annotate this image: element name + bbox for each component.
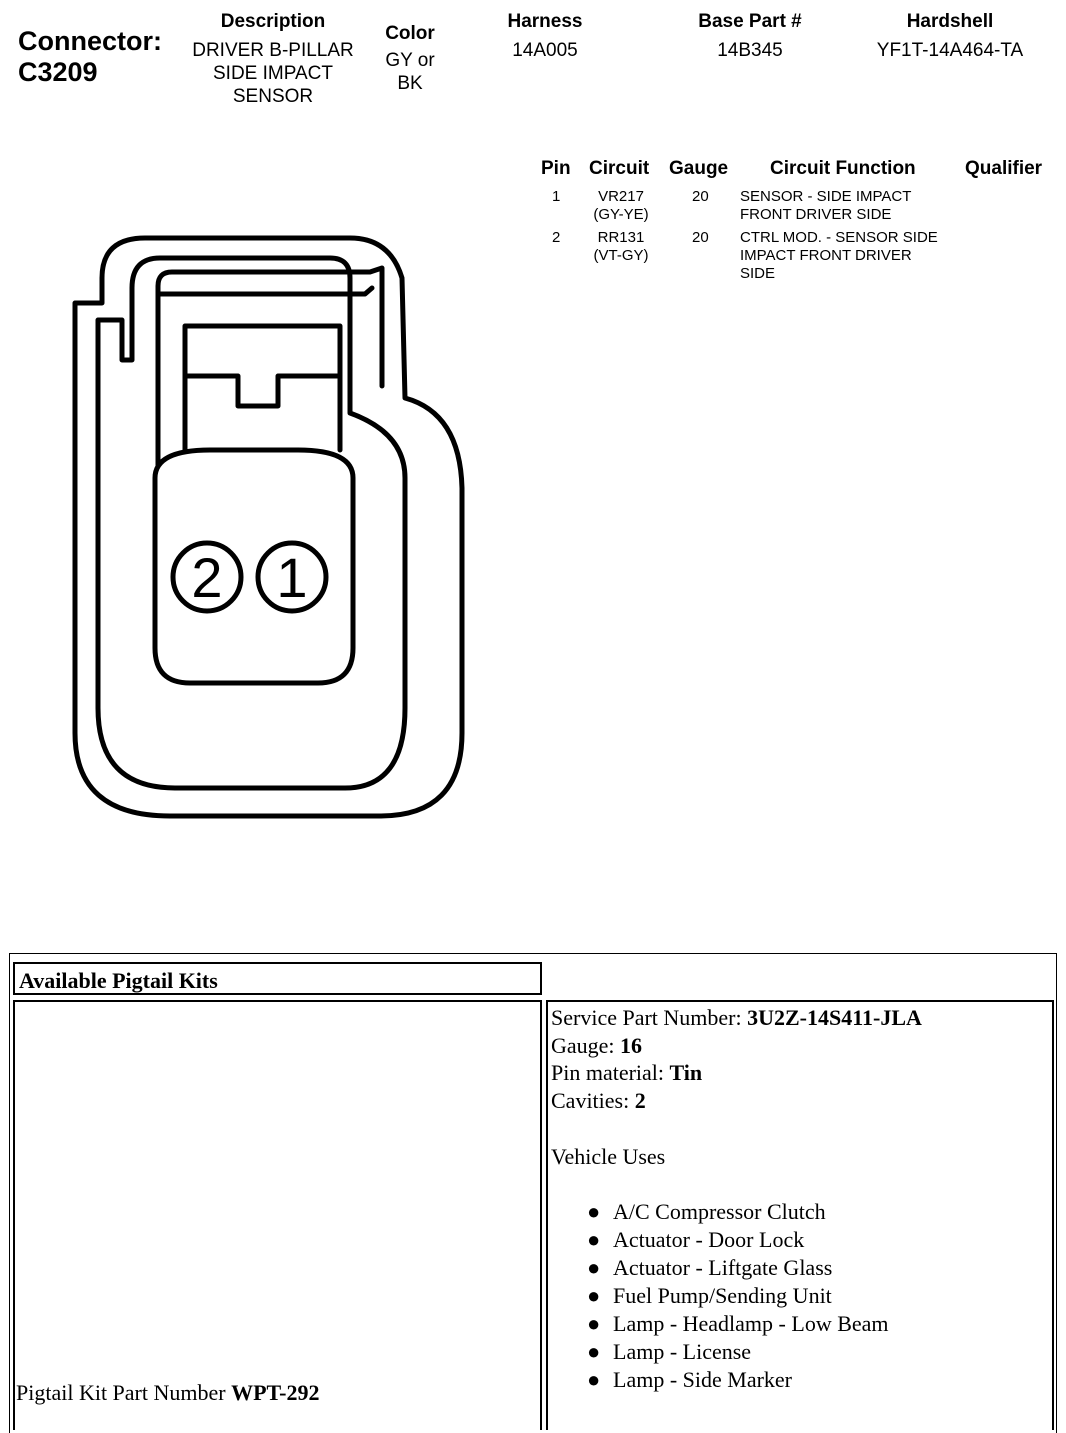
pin-material-value: Tin <box>669 1060 703 1085</box>
list-item <box>585 1198 889 1226</box>
function-line: SIDE <box>740 265 776 282</box>
hardshell-value: YF1T-14A464-TA <box>876 40 1024 61</box>
circuit-cell <box>591 188 651 224</box>
use-label: Actuator - Liftgate Glass <box>613 1255 833 1280</box>
function-line: SENSOR - SIDE IMPACT <box>740 188 912 205</box>
color-column <box>370 22 450 95</box>
hardshell-heading: Hardshell <box>906 11 994 32</box>
connector-id: C3209 <box>18 57 98 87</box>
list-item <box>585 1310 889 1338</box>
use-label: Fuel Pump/Sending Unit <box>613 1283 832 1308</box>
use-label: A/C Compressor Clutch <box>613 1199 826 1224</box>
pin-material-label: Pin material: <box>551 1060 670 1085</box>
list-item <box>585 1282 889 1310</box>
vehicle-uses-heading: Vehicle Uses <box>551 1144 666 1169</box>
function-cell <box>740 188 911 224</box>
color-heading: Color <box>385 23 435 44</box>
pin-cell: 2 <box>552 229 561 246</box>
connector-face-diagram <box>60 228 480 828</box>
use-label: Lamp - Headlamp - Low Beam <box>613 1311 889 1336</box>
list-item <box>585 1366 889 1394</box>
bullet-icon: ● <box>587 1367 601 1392</box>
vehicle-uses-list <box>585 1198 889 1394</box>
list-item <box>585 1338 889 1366</box>
connector-title <box>18 26 162 88</box>
function-cell <box>740 229 938 283</box>
description-line: SIDE IMPACT <box>213 63 333 84</box>
circuit-color: (VT-GY) <box>593 247 649 264</box>
gauge-cell: 20 <box>692 229 709 246</box>
service-part-value: 3U2Z-14S411-JLA <box>747 1005 922 1030</box>
latch-notch <box>185 376 340 406</box>
service-part-number <box>551 1004 922 1032</box>
pin-2-label: 2 <box>191 546 223 609</box>
bullet-icon: ● <box>587 1339 601 1364</box>
table-row <box>536 188 1056 228</box>
cavities-value: 2 <box>634 1088 646 1113</box>
list-item <box>585 1254 889 1282</box>
gauge-label: Gauge: <box>551 1033 621 1058</box>
use-label: Actuator - Door Lock <box>613 1227 805 1252</box>
circuit-cell <box>591 229 651 265</box>
pin-header: Pin <box>541 158 571 179</box>
bullet-icon: ● <box>587 1311 601 1336</box>
hardshell-column <box>860 10 1040 62</box>
description-line: SENSOR <box>232 86 314 107</box>
description-line: DRIVER B-PILLAR <box>192 40 354 61</box>
gauge-header: Gauge <box>669 158 729 179</box>
use-label: Lamp - License <box>613 1339 752 1364</box>
bullet-icon: ● <box>587 1199 601 1224</box>
function-line: CTRL MOD. - SENSOR SIDE <box>740 229 938 246</box>
connector-label: Connector: <box>18 26 162 56</box>
harness-column <box>480 10 610 62</box>
bullet-icon: ● <box>587 1255 601 1280</box>
circuit-function-header: Circuit Function <box>770 158 916 179</box>
pigtail-kits-title: Available Pigtail Kits <box>19 968 218 993</box>
base-part-heading: Base Part # <box>698 11 802 32</box>
bullet-icon: ● <box>587 1283 601 1308</box>
list-item <box>585 1226 889 1254</box>
circuit-color: (GY-YE) <box>593 206 649 223</box>
circuit-header: Circuit <box>589 158 650 179</box>
service-part-label: Service Part Number: <box>551 1005 748 1030</box>
gauge-value: 16 <box>620 1033 643 1058</box>
pin-material-spec <box>551 1059 702 1087</box>
function-line: FRONT DRIVER SIDE <box>740 206 892 223</box>
bullet-icon: ● <box>587 1227 601 1252</box>
description-heading: Description <box>220 11 326 32</box>
color-line: GY or <box>385 50 435 71</box>
kit-part-label: Pigtail Kit Part Number <box>16 1380 232 1405</box>
gauge-cell: 20 <box>692 188 709 205</box>
cavities-label: Cavities: <box>551 1088 635 1113</box>
latch-tab <box>185 326 340 450</box>
pigtail-kits-title-box <box>13 962 542 995</box>
housing-inner-outline <box>98 258 405 788</box>
gauge-spec <box>551 1032 642 1060</box>
use-label: Lamp - Side Marker <box>613 1367 792 1392</box>
table-row <box>536 229 1056 287</box>
latch-ridge <box>160 288 372 294</box>
circuit-code: RR131 <box>597 229 645 246</box>
qualifier-header: Qualifier <box>965 158 1043 179</box>
pin-1-label: 1 <box>276 546 308 609</box>
function-line: IMPACT FRONT DRIVER <box>740 247 912 264</box>
cavities-spec <box>551 1087 646 1115</box>
harness-value: 14A005 <box>512 40 578 61</box>
base-part-column <box>670 10 830 62</box>
color-line: BK <box>397 73 423 94</box>
harness-heading: Harness <box>507 11 583 32</box>
circuit-code: VR217 <box>598 188 644 205</box>
pigtail-kit-image-cell <box>13 1000 542 1430</box>
description-column <box>178 10 368 108</box>
base-part-value: 14B345 <box>717 40 783 61</box>
pin-cell: 1 <box>552 188 561 205</box>
pigtail-kit-part-number <box>16 1380 320 1406</box>
kit-part-value: WPT-292 <box>231 1380 320 1405</box>
